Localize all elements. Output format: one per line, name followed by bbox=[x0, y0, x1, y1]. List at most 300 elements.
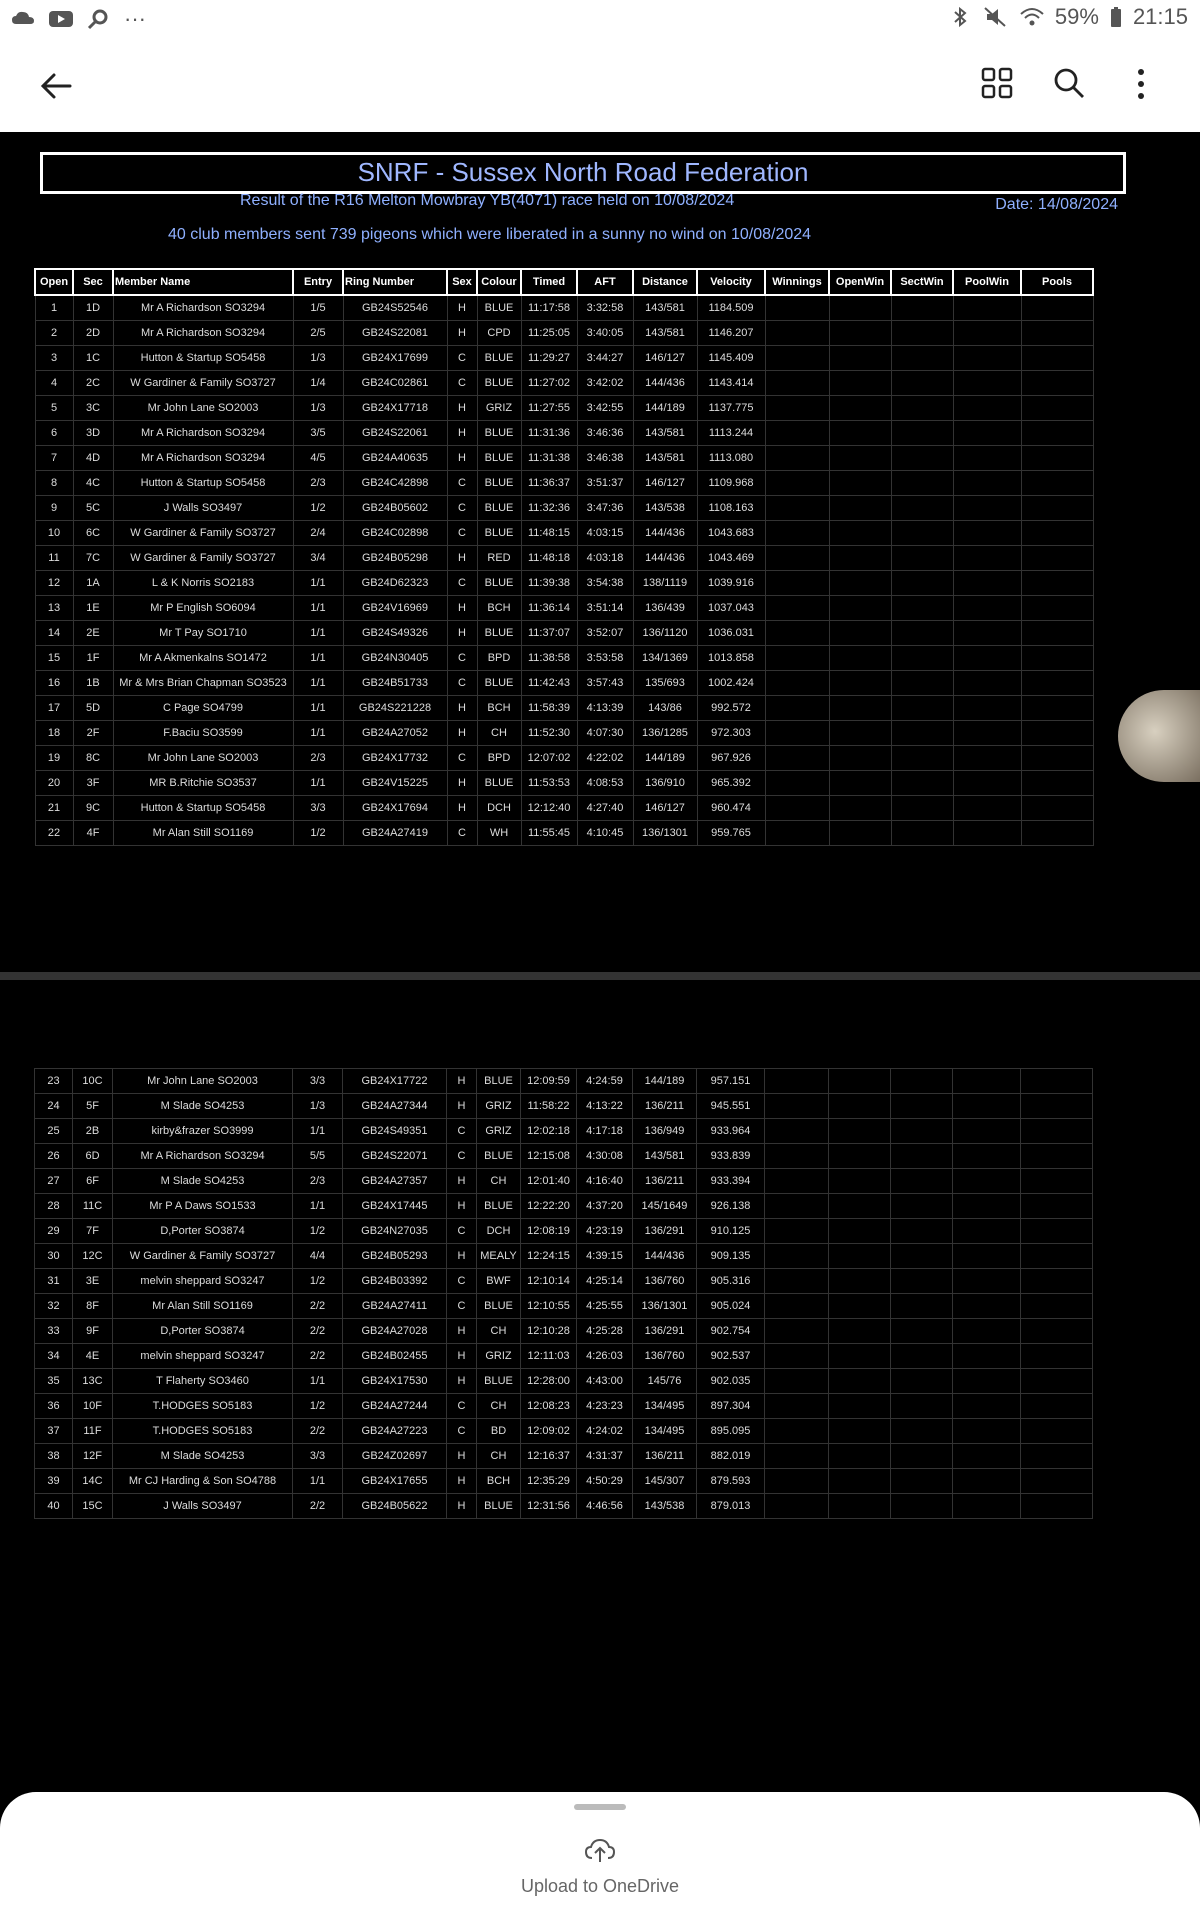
table-cell: C bbox=[447, 1269, 477, 1294]
table-cell: 38 bbox=[35, 1444, 73, 1469]
table-cell bbox=[765, 546, 829, 571]
table-cell: H bbox=[447, 1244, 477, 1269]
table-cell bbox=[829, 1269, 891, 1294]
table-cell: BLUE bbox=[477, 421, 521, 446]
table-cell: 1A bbox=[73, 571, 113, 596]
table-cell: GB24N27035 bbox=[343, 1219, 447, 1244]
table-cell bbox=[1021, 421, 1093, 446]
table-cell: GRIZ bbox=[477, 1344, 521, 1369]
table-row bbox=[35, 796, 1093, 821]
table-row bbox=[35, 671, 1093, 696]
table-cell bbox=[1021, 1369, 1093, 1394]
sheet-handle[interactable] bbox=[574, 1804, 626, 1810]
table-row bbox=[35, 1319, 1093, 1344]
column-header: Sex bbox=[447, 269, 477, 295]
table-cell: 1/2 bbox=[293, 1269, 343, 1294]
table-cell: 11:52:30 bbox=[521, 721, 577, 746]
table-cell bbox=[829, 1294, 891, 1319]
table-cell: 1143.414 bbox=[697, 371, 765, 396]
table-cell: H bbox=[447, 1469, 477, 1494]
table-cell: 5D bbox=[73, 696, 113, 721]
table-cell bbox=[891, 521, 953, 546]
table-cell: 11:55:45 bbox=[521, 821, 577, 846]
table-cell bbox=[829, 421, 891, 446]
table-cell: 11:29:27 bbox=[521, 346, 577, 371]
table-cell: 39 bbox=[35, 1469, 73, 1494]
table-cell: 4:24:02 bbox=[577, 1419, 633, 1444]
table-cell: 136/291 bbox=[633, 1219, 697, 1244]
table-cell: 960.474 bbox=[697, 796, 765, 821]
table-cell bbox=[891, 796, 953, 821]
search-icon[interactable] bbox=[1052, 66, 1086, 100]
table-cell: 1039.916 bbox=[697, 571, 765, 596]
table-cell: D,Porter SO3874 bbox=[113, 1319, 293, 1344]
table-cell: GB24A27244 bbox=[343, 1394, 447, 1419]
table-cell: 31 bbox=[35, 1269, 73, 1294]
table-cell bbox=[891, 496, 953, 521]
table-cell: J Walls SO3497 bbox=[113, 496, 293, 521]
table-cell: BLUE bbox=[477, 571, 521, 596]
table-cell bbox=[953, 1444, 1021, 1469]
table-cell bbox=[891, 371, 953, 396]
table-cell: Mr John Lane SO2003 bbox=[113, 1069, 293, 1094]
table-cell: GB24S22081 bbox=[343, 321, 447, 346]
table-cell bbox=[953, 1069, 1021, 1094]
table-cell bbox=[1021, 1094, 1093, 1119]
table-cell: GB24A27344 bbox=[343, 1094, 447, 1119]
youtube-icon bbox=[48, 8, 74, 30]
table-cell bbox=[953, 1269, 1021, 1294]
table-cell: 16 bbox=[35, 671, 73, 696]
table-cell: GB24C42898 bbox=[343, 471, 447, 496]
table-cell: 12:22:20 bbox=[521, 1194, 577, 1219]
table-cell: 3:52:07 bbox=[577, 621, 633, 646]
table-cell bbox=[1021, 471, 1093, 496]
table-cell: BLUE bbox=[477, 471, 521, 496]
table-cell bbox=[1021, 321, 1093, 346]
table-cell bbox=[891, 1269, 953, 1294]
table-cell: CH bbox=[477, 1319, 521, 1344]
table-cell bbox=[829, 1244, 891, 1269]
table-cell bbox=[953, 1344, 1021, 1369]
table-cell: 12:10:55 bbox=[521, 1294, 577, 1319]
table-cell: C bbox=[447, 746, 477, 771]
table-cell: GB24A27052 bbox=[343, 721, 447, 746]
table-cell: GB24S221228 bbox=[343, 696, 447, 721]
table-cell bbox=[891, 1494, 953, 1519]
table-cell: Hutton & Startup SO5458 bbox=[113, 796, 293, 821]
table-cell: 6D bbox=[73, 1144, 113, 1169]
table-cell bbox=[891, 421, 953, 446]
table-cell: 12:10:14 bbox=[521, 1269, 577, 1294]
table-cell: 1F bbox=[73, 646, 113, 671]
table-cell bbox=[953, 1494, 1021, 1519]
table-cell: 1 bbox=[35, 295, 73, 321]
table-cell: Mr & Mrs Brian Chapman SO3523 bbox=[113, 671, 293, 696]
table-cell bbox=[891, 346, 953, 371]
results-table-page-1 bbox=[34, 268, 1094, 846]
table-cell: T Flaherty SO3460 bbox=[113, 1369, 293, 1394]
table-cell: 19 bbox=[35, 746, 73, 771]
column-header: Open bbox=[35, 269, 73, 295]
table-cell: 1/1 bbox=[293, 596, 343, 621]
table-cell: 134/495 bbox=[633, 1419, 697, 1444]
table-cell bbox=[829, 696, 891, 721]
table-cell: 1/3 bbox=[293, 346, 343, 371]
table-cell bbox=[1021, 1194, 1093, 1219]
document-page-1 bbox=[0, 132, 1200, 972]
table-cell: GB24X17722 bbox=[343, 1069, 447, 1094]
column-header: Pools bbox=[1021, 269, 1093, 295]
table-cell bbox=[891, 746, 953, 771]
table-cell bbox=[953, 1219, 1021, 1244]
table-cell: 1146.207 bbox=[697, 321, 765, 346]
table-cell: H bbox=[447, 1494, 477, 1519]
table-cell: MEALY bbox=[477, 1244, 521, 1269]
table-cell: 4:25:55 bbox=[577, 1294, 633, 1319]
table-cell bbox=[1021, 1119, 1093, 1144]
table-cell: 21 bbox=[35, 796, 73, 821]
search-status-icon bbox=[86, 8, 112, 30]
status-bar bbox=[0, 0, 1200, 36]
table-cell: 4/5 bbox=[293, 446, 343, 471]
table-row bbox=[35, 1269, 1093, 1294]
table-cell bbox=[953, 1194, 1021, 1219]
column-header: OpenWin bbox=[829, 269, 891, 295]
table-cell: W Gardiner & Family SO3727 bbox=[113, 1244, 293, 1269]
table-cell bbox=[1021, 696, 1093, 721]
table-cell: BCH bbox=[477, 696, 521, 721]
table-cell bbox=[891, 1394, 953, 1419]
table-cell: 4:50:29 bbox=[577, 1469, 633, 1494]
table-cell: 27 bbox=[35, 1169, 73, 1194]
table-cell: 4:03:18 bbox=[577, 546, 633, 571]
column-header: Velocity bbox=[697, 269, 765, 295]
table-cell: M Slade SO4253 bbox=[113, 1444, 293, 1469]
table-cell: GB24B51733 bbox=[343, 671, 447, 696]
table-cell: GB24A27357 bbox=[343, 1169, 447, 1194]
table-cell bbox=[765, 346, 829, 371]
table-cell: GB24C02861 bbox=[343, 371, 447, 396]
table-cell: 3F bbox=[73, 771, 113, 796]
table-cell: 2F bbox=[73, 721, 113, 746]
table-cell bbox=[953, 1419, 1021, 1444]
table-cell: 25 bbox=[35, 1119, 73, 1144]
table-row bbox=[35, 771, 1093, 796]
table-row bbox=[35, 1069, 1093, 1094]
floating-chat-bubble[interactable] bbox=[1118, 690, 1200, 782]
table-cell: 12C bbox=[73, 1244, 113, 1269]
table-cell: 6C bbox=[73, 521, 113, 546]
table-cell: 136/1301 bbox=[633, 821, 697, 846]
table-cell: BLUE bbox=[477, 1194, 521, 1219]
table-cell bbox=[765, 646, 829, 671]
cloud-upload-icon[interactable] bbox=[584, 1836, 616, 1864]
table-cell bbox=[891, 1169, 953, 1194]
table-cell: 4:46:56 bbox=[577, 1494, 633, 1519]
table-cell bbox=[1021, 1219, 1093, 1244]
table-cell: 144/436 bbox=[633, 546, 697, 571]
table-cell: 3D bbox=[73, 421, 113, 446]
table-row bbox=[35, 1194, 1093, 1219]
table-cell: 4:07:30 bbox=[577, 721, 633, 746]
table-cell: 146/127 bbox=[633, 471, 697, 496]
table-cell: GB24X17718 bbox=[343, 396, 447, 421]
table-cell bbox=[829, 371, 891, 396]
table-cell: BLUE bbox=[477, 295, 521, 321]
table-cell bbox=[953, 746, 1021, 771]
table-cell bbox=[891, 1069, 953, 1094]
table-cell: 3/3 bbox=[293, 1069, 343, 1094]
table-cell: 136/291 bbox=[633, 1319, 697, 1344]
table-cell: 14C bbox=[73, 1469, 113, 1494]
table-cell: 136/760 bbox=[633, 1344, 697, 1369]
table-cell: 1043.683 bbox=[697, 521, 765, 546]
table-cell: 933.394 bbox=[697, 1169, 765, 1194]
table-cell bbox=[1021, 1419, 1093, 1444]
table-cell: C bbox=[447, 671, 477, 696]
back-arrow-icon[interactable] bbox=[36, 66, 76, 106]
table-cell: GB24B05293 bbox=[343, 1244, 447, 1269]
table-cell: H bbox=[447, 721, 477, 746]
table-cell: 10C bbox=[73, 1069, 113, 1094]
table-cell: 933.964 bbox=[697, 1119, 765, 1144]
table-cell: 1/1 bbox=[293, 696, 343, 721]
table-row bbox=[35, 346, 1093, 371]
table-cell bbox=[765, 821, 829, 846]
table-row bbox=[35, 421, 1093, 446]
table-cell: GB24S22061 bbox=[343, 421, 447, 446]
table-cell: 2/3 bbox=[293, 746, 343, 771]
table-row bbox=[35, 446, 1093, 471]
table-cell: 3:46:38 bbox=[577, 446, 633, 471]
bottom-sheet[interactable] bbox=[0, 1792, 1200, 1920]
table-cell: 4/4 bbox=[293, 1244, 343, 1269]
table-cell: 1E bbox=[73, 596, 113, 621]
table-cell bbox=[765, 1169, 829, 1194]
table-cell bbox=[1021, 646, 1093, 671]
table-cell: 2/2 bbox=[293, 1419, 343, 1444]
column-header: AFT bbox=[577, 269, 633, 295]
table-cell: 143/581 bbox=[633, 421, 697, 446]
table-cell bbox=[891, 1344, 953, 1369]
table-cell: 4:22:02 bbox=[577, 746, 633, 771]
table-cell bbox=[891, 1419, 953, 1444]
table-cell: 143/538 bbox=[633, 496, 697, 521]
table-cell: CH bbox=[477, 721, 521, 746]
table-cell: H bbox=[447, 321, 477, 346]
table-cell: CH bbox=[477, 1169, 521, 1194]
table-cell bbox=[953, 546, 1021, 571]
table-cell: 145/307 bbox=[633, 1469, 697, 1494]
table-row bbox=[35, 1394, 1093, 1419]
table-cell: 11:37:07 bbox=[521, 621, 577, 646]
table-cell bbox=[829, 596, 891, 621]
table-cell bbox=[1021, 1244, 1093, 1269]
table-cell bbox=[891, 1219, 953, 1244]
document-title: SNRF - Sussex North Road Federation bbox=[40, 152, 1126, 194]
table-cell bbox=[953, 796, 1021, 821]
table-cell: 4:27:40 bbox=[577, 796, 633, 821]
table-cell bbox=[829, 1219, 891, 1244]
table-cell: GB24X17694 bbox=[343, 796, 447, 821]
table-cell bbox=[891, 396, 953, 421]
table-cell: 2/2 bbox=[293, 1494, 343, 1519]
table-cell bbox=[891, 321, 953, 346]
table-cell: 3:32:58 bbox=[577, 295, 633, 321]
table-cell bbox=[953, 696, 1021, 721]
table-cell: BLUE bbox=[477, 346, 521, 371]
table-cell: GB24A27411 bbox=[343, 1294, 447, 1319]
table-cell bbox=[891, 696, 953, 721]
table-cell bbox=[953, 646, 1021, 671]
table-cell bbox=[829, 346, 891, 371]
table-cell: 3:46:36 bbox=[577, 421, 633, 446]
table-cell: 138/1119 bbox=[633, 571, 697, 596]
table-cell bbox=[953, 371, 1021, 396]
table-cell: 18 bbox=[35, 721, 73, 746]
table-cell: 1002.424 bbox=[697, 671, 765, 696]
table-cell bbox=[953, 721, 1021, 746]
table-cell: 1109.968 bbox=[697, 471, 765, 496]
table-cell bbox=[829, 621, 891, 646]
table-cell: 2/2 bbox=[293, 1319, 343, 1344]
table-cell bbox=[891, 1469, 953, 1494]
table-cell bbox=[891, 1094, 953, 1119]
table-cell: BLUE bbox=[477, 1369, 521, 1394]
table-cell: 35 bbox=[35, 1369, 73, 1394]
table-cell: 3:54:38 bbox=[577, 571, 633, 596]
table-cell: GB24A27223 bbox=[343, 1419, 447, 1444]
table-cell: H bbox=[447, 1169, 477, 1194]
table-cell: 1/5 bbox=[293, 295, 343, 321]
table-cell: Mr T Pay SO1710 bbox=[113, 621, 293, 646]
table-cell: 145/1649 bbox=[633, 1194, 697, 1219]
table-cell: 12:01:40 bbox=[521, 1169, 577, 1194]
table-cell: 146/127 bbox=[633, 796, 697, 821]
table-cell: 30 bbox=[35, 1244, 73, 1269]
table-cell bbox=[829, 821, 891, 846]
table-cell: 4:13:22 bbox=[577, 1094, 633, 1119]
table-cell: 6 bbox=[35, 421, 73, 446]
table-cell: H bbox=[447, 771, 477, 796]
table-cell bbox=[765, 1219, 829, 1244]
table-cell: 9 bbox=[35, 496, 73, 521]
more-notifications-icon: ··· bbox=[124, 6, 146, 31]
table-cell: 4:30:08 bbox=[577, 1144, 633, 1169]
table-cell bbox=[1021, 1294, 1093, 1319]
column-header: Colour bbox=[477, 269, 521, 295]
table-cell: C bbox=[447, 646, 477, 671]
table-cell: 11:38:58 bbox=[521, 646, 577, 671]
table-row bbox=[35, 1094, 1093, 1119]
table-cell bbox=[953, 1119, 1021, 1144]
table-cell: GB24X17655 bbox=[343, 1469, 447, 1494]
table-cell: 12:10:28 bbox=[521, 1319, 577, 1344]
table-cell bbox=[829, 496, 891, 521]
table-cell: 7 bbox=[35, 446, 73, 471]
table-cell bbox=[953, 346, 1021, 371]
table-cell: 905.316 bbox=[697, 1269, 765, 1294]
table-cell bbox=[1021, 1144, 1093, 1169]
table-cell bbox=[1021, 796, 1093, 821]
table-cell: 4C bbox=[73, 471, 113, 496]
table-cell: 11:36:14 bbox=[521, 596, 577, 621]
table-cell: 4F bbox=[73, 821, 113, 846]
table-cell: GRIZ bbox=[477, 1119, 521, 1144]
table-cell: 1/2 bbox=[293, 1219, 343, 1244]
table-cell: 37 bbox=[35, 1419, 73, 1444]
table-cell: 4:37:20 bbox=[577, 1194, 633, 1219]
table-cell: 1C bbox=[73, 346, 113, 371]
table-cell: 11:25:05 bbox=[521, 321, 577, 346]
column-header: Sec bbox=[73, 269, 113, 295]
table-cell: CH bbox=[477, 1444, 521, 1469]
table-cell: 136/760 bbox=[633, 1269, 697, 1294]
grid-view-icon[interactable] bbox=[980, 66, 1014, 100]
table-cell bbox=[953, 671, 1021, 696]
upload-onedrive-label[interactable]: Upload to OneDrive bbox=[520, 1876, 680, 1896]
table-cell: 902.754 bbox=[697, 1319, 765, 1344]
table-cell: 3:47:36 bbox=[577, 496, 633, 521]
table-cell bbox=[765, 1469, 829, 1494]
table-cell: BLUE bbox=[477, 771, 521, 796]
table-cell: 136/439 bbox=[633, 596, 697, 621]
table-cell bbox=[1021, 1319, 1093, 1344]
table-cell: H bbox=[447, 446, 477, 471]
table-cell: 902.537 bbox=[697, 1344, 765, 1369]
table-cell: melvin sheppard SO3247 bbox=[113, 1269, 293, 1294]
table-cell: Mr A Akmenkalns SO1472 bbox=[113, 646, 293, 671]
table-cell: 6F bbox=[73, 1169, 113, 1194]
table-cell: H bbox=[447, 1194, 477, 1219]
table-cell bbox=[765, 521, 829, 546]
table-cell bbox=[1021, 1269, 1093, 1294]
table-cell bbox=[1021, 746, 1093, 771]
table-cell bbox=[953, 1469, 1021, 1494]
table-cell: C bbox=[447, 1119, 477, 1144]
table-cell: Mr P English SO6094 bbox=[113, 596, 293, 621]
table-cell: 897.304 bbox=[697, 1394, 765, 1419]
table-cell bbox=[765, 321, 829, 346]
table-cell: H bbox=[447, 621, 477, 646]
table-cell: 12F bbox=[73, 1444, 113, 1469]
table-cell bbox=[1021, 446, 1093, 471]
table-cell: 7C bbox=[73, 546, 113, 571]
table-cell: C bbox=[447, 371, 477, 396]
table-cell: D,Porter SO3874 bbox=[113, 1219, 293, 1244]
table-cell bbox=[891, 1244, 953, 1269]
table-cell bbox=[891, 646, 953, 671]
more-options-icon[interactable] bbox=[1126, 66, 1156, 102]
table-cell bbox=[891, 771, 953, 796]
table-row bbox=[35, 521, 1093, 546]
table-row bbox=[35, 1119, 1093, 1144]
table-cell: BLUE bbox=[477, 671, 521, 696]
table-cell: 3:53:58 bbox=[577, 646, 633, 671]
table-cell: 11:48:15 bbox=[521, 521, 577, 546]
table-cell bbox=[1021, 521, 1093, 546]
table-cell: DCH bbox=[477, 796, 521, 821]
cloud-icon bbox=[10, 8, 36, 30]
table-cell bbox=[1021, 821, 1093, 846]
table-cell: 5C bbox=[73, 496, 113, 521]
app-bar bbox=[0, 36, 1200, 132]
table-cell bbox=[891, 1119, 953, 1144]
table-cell: 1/1 bbox=[293, 671, 343, 696]
table-cell: 145/76 bbox=[633, 1369, 697, 1394]
table-cell bbox=[829, 446, 891, 471]
